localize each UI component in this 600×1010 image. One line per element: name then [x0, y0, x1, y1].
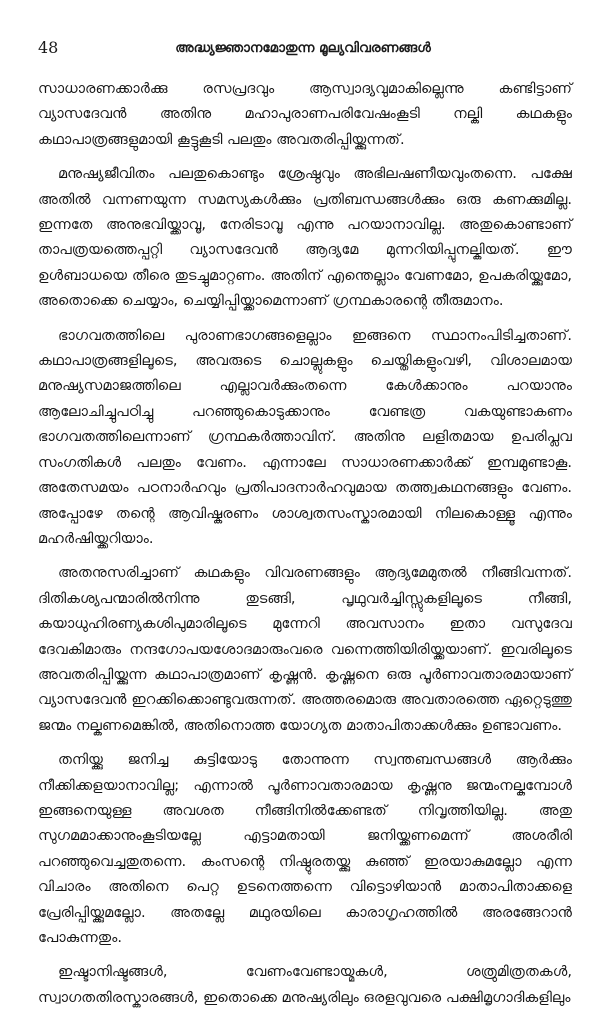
paragraph: ഭാഗവതത്തിലെ പുരാണഭാഗങ്ങളെല്ലാം ഇങ്ങനെ സ്ഥാനംപിടിച്ചതാണ്. കഥാപാത്രങ്ങളിലൂടെ, അവരുടെ ചൊല്ലുകളും ചെയ്തികളുംവഴി, വിശാലമായ മനുഷ്യസമാജത്തിലെ എല്ലാവർക്കുംതന്നെ കേൾക്കാനും പറയാനും ആലോചിച്ചുപഠിച്ചു പറഞ്ഞുകൊടുക്കാനും വേണ്ടത്ര വകയുണ്ടാകണം ഭാഗവതത്തിലെന്നാണ് ഗ്രന്ഥകർത്താവിന്. അതിനു ലളിതമായ ഉപരിപ്ലവ സംഗതികൾ പലതും വേണം. എന്നാലേ സാധാരണക്കാർക്ക് ഇമ്പമുണ്ടാകൂ. അതേസമയം പഠനാർഹവും പ്രതിപാദനാർഹവുമായ തത്ത്വകഥനങ്ങളും വേണം. അപ്പോഴേ തന്റെ ആവിഷ്കരണം ശാശ്വതസംസ്കാരമായി നിലകൊള്ളൂ എന്നും മഹർഷിയ്ക്കറിയാം.: [38, 326, 572, 547]
page-header: [38, 38, 568, 62]
paragraph: അതനുസരിച്ചാണ് കഥകളും വിവരണങ്ങളും ആദ്യമേമുതൽ നീങ്ങിവന്നത്. ദിതികശ്യപന്മാരിൽനിന്നു തുടങ്ങി, പൃഥുവർച്ചിസ്സുകളിലൂടെ നീങ്ങി, കയാധുഹിരണ്യകശിപുമാരിലൂടെ മുന്നേറി അവസാനം ഇതാ വസുദേവ ദേവകിമാരും നന്ദഗോപയശോദമാരുംവരെ വന്നെത്തിയിരിയ്ക്കയാണ്. ഇവരിലൂടെ അവതരിപ്പിയ്ക്കുന്ന കഥാപാത്രമാണ് കൃഷ്ണൻ. കൃഷ്ണനെ ഒരു പൂർണാവതാരമായാണ് വ്യാസദേവൻ ഇറക്കിക്കൊണ്ടുവരുന്നത്. അത്തരമൊരു അവതാരത്തെ ഏറ്റെടുത്തു ജന്മം നല്കണമെങ്കിൽ, അതിനൊത്ത യോഗ്യത മാതാപിതാക്കൾക്കും ഉണ്ടാവണം.: [38, 564, 572, 734]
page-number: 48: [38, 38, 59, 57]
paragraph: മനുഷ്യജീവിതം പലതുകൊണ്ടും ശ്രേഷ്ഠവും അഭിലഷണീയവുംതന്നെ. പക്ഷേ അതിൽ വന്നണയുന്ന സമസ്യകൾക്കും പ്രതിബന്ധങ്ങൾക്കും ഒരു കണക്കുമില്ല. ഇന്നതേ അനുഭവിയ്ക്കാവൂ, നേരിടാവൂ എന്നു പറയാനാവില്ല. അതുകൊണ്ടാണ് താപത്രയത്തെപ്പറ്റി വ്യാസദേവൻ ആദ്യമേ മുന്നറിയിപ്പുനല്കിയത്. ഈ ഉൾബാധയെ തീരെ തുടച്ചുമാറ്റണം. അതിന് എന്തെല്ലാം വേണമോ, ഉപകരിയ്ക്കുമോ, അതൊക്കെ ചെയ്യാം, ചെയ്യിപ്പിയ്ക്കാമെന്നാണ് ഗ്രന്ഥകാരന്റെ തീരുമാനം.: [38, 165, 572, 310]
running-title: അദ്ധ്യജ്ഞാനമോതുന്ന മൂല്യവിവരണങ്ങൾ: [175, 40, 431, 56]
body-text: [38, 76, 572, 1010]
paragraph: തനിയ്ക്കു ജനിച്ച കുട്ടിയോടു തോന്നുന്ന സ്വന്തബന്ധങ്ങൾ ആർക്കും നീക്കിക്കളയാനാവില്ല; എന്നാൽ പൂർണാവതാരമായ കൃഷ്ണനു ജന്മംനല്കുമ്പോൾ ഇങ്ങനെയുള്ള അവശത നീങ്ങിനിൽക്കേണ്ടത് നിവൃത്തിയില്ല. അതു സുഗമമാക്കാനുംകൂടിയല്ലേ എട്ടാമതായി ജനിയ്ക്കണമെന്ന് അശരീരി പറഞ്ഞുവെച്ചതുതന്നെ. കംസന്റെ നിഷ്ഠുരതയ്ക്കു കുഞ്ഞ് ഇരയാകുമല്ലോ എന്ന വിചാരം അതിനെ പെറ്റ ഉടനെത്തന്നെ വിട്ടൊഴിയാൻ മാതാപിതാക്കളെ പ്രേരിപ്പിയ്ക്കുമല്ലോ. അതല്ലേ മഥുരയിലെ കാരാഗൃഹത്തിൽ അരങ്ങേറാൻ പോകുന്നതും.: [38, 751, 572, 946]
paragraph: ഇഷ്ടാനിഷ്ടങ്ങൾ, വേണംവേണ്ടായ്മകൾ, ശത്രുമിത്രതകൾ, സ്വാഗതതിരസ്കാരങ്ങൾ, ഇതൊക്കെ മനുഷ്യരിലും ഒരളവുവരെ പക്ഷിമൃഗാദികളിലും: [38, 963, 572, 1006]
paragraph: സാധാരണക്കാർക്കു രസപ്രദവും ആസ്വാദ്യവുമാകില്ലെന്നു കണ്ടിട്ടാണ് വ്യാസദേവൻ അതിനു മഹാപുരാണപരിവേഷംകൂടി നല്കി കഥകളും കഥാപാത്രങ്ങളുമായി കൂട്ടുകൂടി പലതും അവതരിപ്പിയ്ക്കുന്നത്.: [38, 80, 572, 148]
